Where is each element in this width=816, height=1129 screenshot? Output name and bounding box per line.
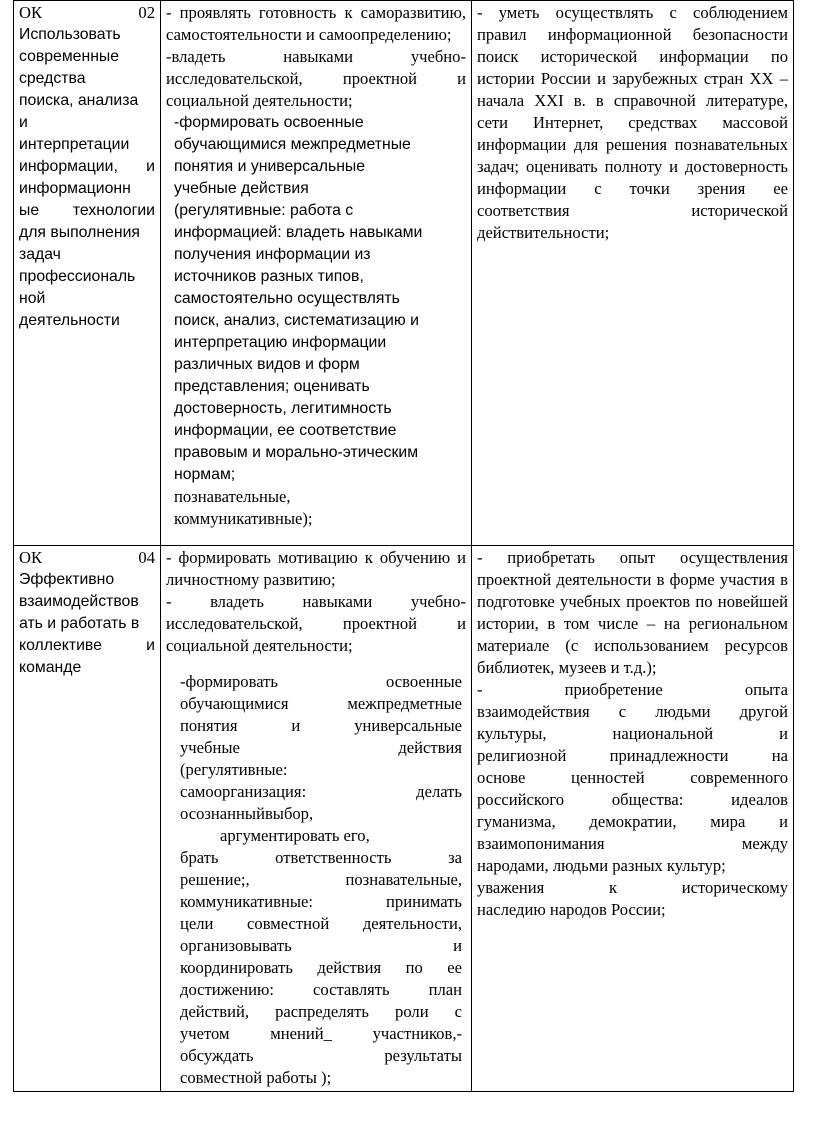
subject-result-cell xyxy=(472,546,794,1092)
text-line: религиозной принадлежности на xyxy=(477,746,788,765)
subject-result: - уметь осуществлять с соблюдением правил информационной безопасности поиск исторической информации по истории России и зарубежных стран XX – начала XXI в. в справочной литературе, сети Интернет, средствах массовой информации для решения познавательных задач; оценивать полноту и достоверность информации с точки зрения ее соответствия исторической действительности; xyxy=(477,3,788,242)
competency-code xyxy=(19,2,155,24)
text-line: профессиональ xyxy=(19,268,136,285)
text-line: взаимопонимания между xyxy=(477,834,788,853)
subject-result-2 xyxy=(477,679,788,921)
competency-text xyxy=(19,569,155,679)
text-line: задач xyxy=(19,246,61,263)
text-line: ной xyxy=(19,290,46,307)
text-line: получения информации из xyxy=(174,246,371,263)
text-line: познавательные, xyxy=(174,487,291,506)
code-prefix: ОК xyxy=(19,3,43,22)
text-line: культуры, национальной и xyxy=(477,724,788,743)
spacer xyxy=(166,657,466,671)
text-line: наследию народов России; xyxy=(477,900,666,919)
metasubject-tail xyxy=(166,486,466,530)
personal-result-1: - проявлять готовность к саморазвитию, самостоятельности и самоопределению; xyxy=(166,3,466,44)
text-line: команде xyxy=(19,659,82,676)
text-line: коммуникативные); xyxy=(174,509,313,528)
text-line: нормам; xyxy=(174,466,236,483)
text-line: взаимодействов xyxy=(19,593,139,610)
competency-cell xyxy=(14,546,161,1092)
code-number: 02 xyxy=(138,3,155,22)
text-line: самоорганизация: делать xyxy=(180,782,462,801)
text-line: обсуждать результаты xyxy=(180,1046,462,1065)
text-line: представления; оценивать xyxy=(174,378,370,395)
text-line: совместной работы ); xyxy=(180,1068,332,1087)
personal-result-1: - формировать мотивацию к обучению и личностному развитию; xyxy=(166,548,466,589)
text-line: деятельности xyxy=(19,312,120,329)
text-line: учебные действия xyxy=(174,180,309,197)
text-line: информации, ее соответствие xyxy=(174,422,397,439)
subject-result-cell xyxy=(472,1,794,546)
text-line: координировать действия по ее xyxy=(180,958,462,977)
text-line: (регулятивные: работа с xyxy=(174,202,354,219)
text-line: действий, распределять роли с xyxy=(180,1002,462,1021)
competency-table xyxy=(13,0,794,1092)
personal-result-2: -владеть навыками учебно-исследовательской, проектной и социальной деятельности; xyxy=(166,47,466,110)
text-line: информации, и xyxy=(19,158,155,175)
text-line: - приобретение опыта xyxy=(477,680,788,699)
subject-result: - приобретать опыт осуществления проектной деятельности в форме участия в подготовке учебных проектов по новейшей истории, в том числе – на региональном материале (с использованием ресурсов библиотек, музеев и т.д.); xyxy=(477,548,788,677)
table-row xyxy=(14,546,794,1092)
text-line: осознанныйвыбор, xyxy=(180,804,314,823)
text-line: достижению: составлять план xyxy=(180,980,462,999)
text-line: решение;, познавательные, xyxy=(180,870,462,889)
text-line: коммуникативные: принимать xyxy=(180,892,462,911)
text-line: гуманизма, демократии, мира и xyxy=(477,812,788,831)
text-line: понятия и универсальные xyxy=(174,158,366,175)
competency-cell xyxy=(14,1,161,546)
text-line: российского общества: идеалов xyxy=(477,790,788,809)
text-line: правовым и морально-этическим xyxy=(174,444,419,461)
text-line: информационн xyxy=(19,180,131,197)
competency-code xyxy=(19,547,155,569)
text-line: Эффективно xyxy=(19,571,115,588)
text-line: организовывать и xyxy=(180,936,462,955)
code-number: 04 xyxy=(138,548,155,567)
text-line: различных видов и форм xyxy=(174,356,360,373)
text-line: брать ответственность за xyxy=(180,848,462,867)
competency-text xyxy=(19,24,155,332)
text-line: аргументировать его, xyxy=(220,826,370,845)
text-line: ать и работать в xyxy=(19,615,140,632)
text-line: поиск, анализ, систематизацию и xyxy=(174,312,419,329)
personal-result-2: - владеть навыками учебно-исследовательской, проектной и социальной деятельности; xyxy=(166,592,466,655)
text-line: (регулятивные: xyxy=(180,760,288,779)
text-line: современные xyxy=(19,48,120,65)
text-line: ые технологии xyxy=(19,202,155,219)
text-line: средства xyxy=(19,70,86,87)
text-line: понятия и универсальные xyxy=(180,716,462,735)
text-line: взаимодействия с людьми другой xyxy=(477,702,788,721)
text-line: -формировать освоенные xyxy=(174,114,364,131)
text-line: для выполнения xyxy=(19,224,140,241)
text-line: учебные действия xyxy=(180,738,462,757)
metasubject-block xyxy=(166,112,466,486)
text-line: коллективе и xyxy=(19,637,155,654)
text-line: интерпретации xyxy=(19,136,130,153)
text-line: уважения к историческому xyxy=(477,878,788,897)
text-line: народами, людьми разных культур; xyxy=(477,856,726,875)
personal-metasubject-cell xyxy=(161,546,472,1092)
text-line: самостоятельно осуществлять xyxy=(174,290,400,307)
text-line: учетом мнений_ участников,- xyxy=(180,1024,462,1043)
text-line: информацией: владеть навыками xyxy=(174,224,423,241)
metasubject-block xyxy=(166,671,466,1089)
text-line: Использовать xyxy=(19,26,121,43)
text-line: основе ценностей современного xyxy=(477,768,788,787)
table-row xyxy=(14,1,794,546)
text-line: обучающимися межпредметные xyxy=(180,694,462,713)
text-line: интерпретацию информации xyxy=(174,334,387,351)
text-line: обучающимися межпредметные xyxy=(174,136,411,153)
text-line: источников разных типов, xyxy=(174,268,364,285)
code-prefix: ОК xyxy=(19,548,43,567)
personal-metasubject-cell xyxy=(161,1,472,546)
text-line: -формировать освоенные xyxy=(180,672,462,691)
text-line: поиска, анализа xyxy=(19,92,139,109)
text-line: достоверность, легитимность xyxy=(174,400,392,417)
text-line: цели совместной деятельности, xyxy=(180,914,462,933)
text-line: и xyxy=(19,114,28,131)
